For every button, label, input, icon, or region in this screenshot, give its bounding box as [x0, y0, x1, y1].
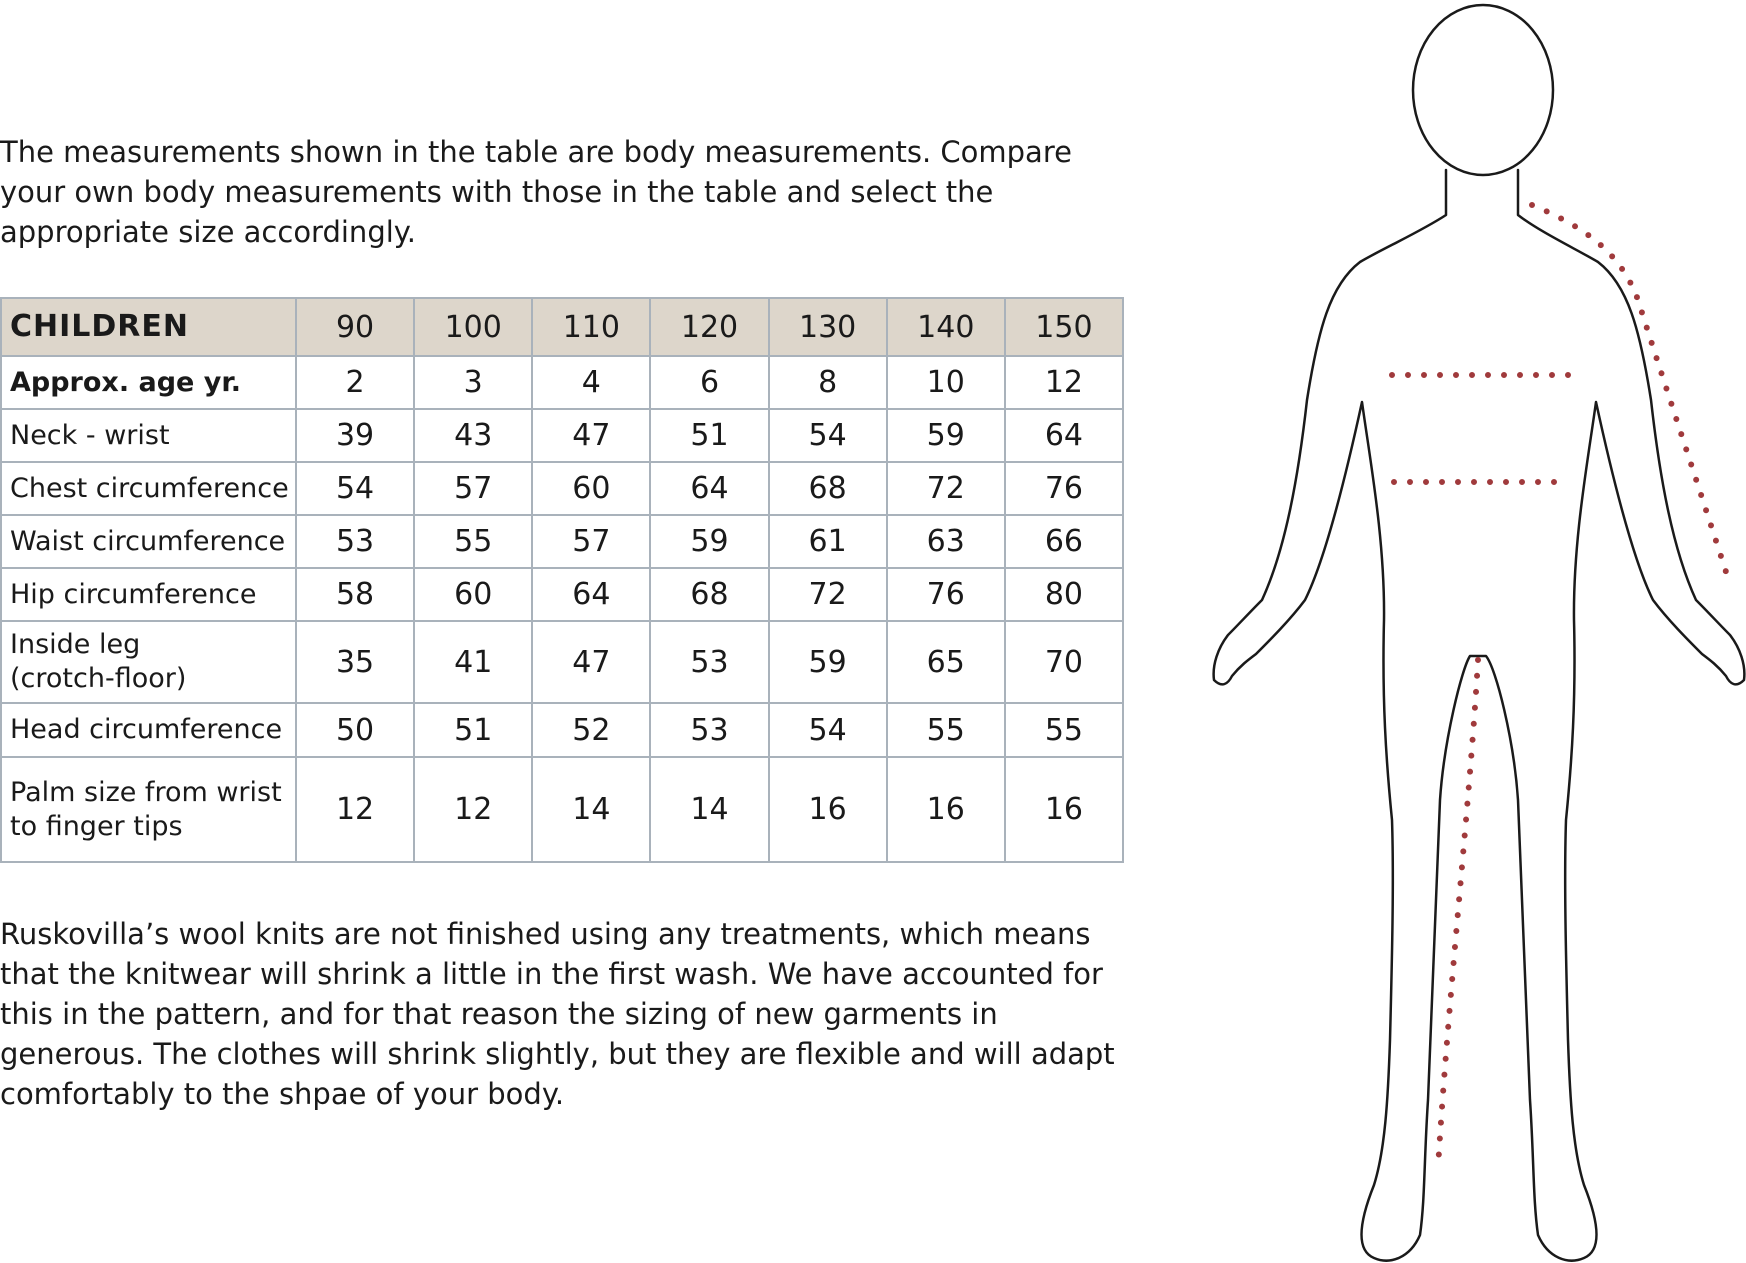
size-header: 140: [887, 298, 1005, 356]
body-figure-illustration: [1200, 0, 1746, 1263]
table-cell: 51: [650, 409, 768, 462]
table-cell: 51: [414, 703, 532, 757]
table-cell: 16: [887, 757, 1005, 862]
row-label: Approx. age yr.: [1, 356, 296, 409]
table-cell: 8: [769, 356, 887, 409]
table-row: [1, 621, 1123, 703]
table-row: [1, 462, 1123, 515]
table-cell: 53: [296, 515, 414, 568]
table-cell: 55: [887, 703, 1005, 757]
table-cell: 60: [414, 568, 532, 621]
inside-leg-measure-line: [1438, 660, 1478, 1168]
table-cell: 63: [887, 515, 1005, 568]
table-cell: 41: [414, 621, 532, 703]
table-cell: 54: [296, 462, 414, 515]
table-cell: 3: [414, 356, 532, 409]
row-label: Waist circumference: [1, 515, 296, 568]
header-label: CHILDREN: [1, 298, 296, 356]
figure-head: [1413, 5, 1553, 175]
table-cell: 72: [887, 462, 1005, 515]
row-label: Chest circumference: [1, 462, 296, 515]
row-label: Neck - wrist: [1, 409, 296, 462]
intro-paragraph: The measurements shown in the table are body measurements. Compare your own body measurements with those in the table and select the appropriate size accordingly.: [0, 135, 1072, 249]
table-cell: 39: [296, 409, 414, 462]
table-cell: 16: [1005, 757, 1123, 862]
table-cell: 66: [1005, 515, 1123, 568]
size-header: 150: [1005, 298, 1123, 356]
table-cell: 12: [414, 757, 532, 862]
table-row: [1, 757, 1123, 862]
table-cell: 12: [1005, 356, 1123, 409]
table-cell: 65: [887, 621, 1005, 703]
table-cell: 57: [414, 462, 532, 515]
row-label: Palm size from wrist to finger tips: [1, 757, 296, 862]
table-cell: 55: [1005, 703, 1123, 757]
table-cell: 4: [532, 356, 650, 409]
row-label: Head circumference: [1, 703, 296, 757]
table-row: [1, 409, 1123, 462]
shrinkage-note-paragraph: Ruskovilla’s wool knits are not finished using any treatments, which means that the knitwear will shrink a little in the first wash. We have accounted for this in the pattern, and for that reason the sizing of new garments in generous. The clothes will shrink slightly, but they are flexible and will adapt comfortably to the shpae of your body.: [0, 917, 1115, 1111]
row-label: Hip circumference: [1, 568, 296, 621]
table-cell: 14: [650, 757, 768, 862]
table-cell: 57: [532, 515, 650, 568]
figure-body-outline: [1214, 170, 1745, 1261]
table-cell: 64: [532, 568, 650, 621]
size-chart-table: [0, 297, 1124, 863]
table-cell: 6: [650, 356, 768, 409]
table-cell: 60: [532, 462, 650, 515]
table-cell: 61: [769, 515, 887, 568]
table-cell: 50: [296, 703, 414, 757]
row-label: Inside leg (crotch-floor): [1, 621, 296, 703]
table-row: [1, 703, 1123, 757]
table-row: [1, 568, 1123, 621]
table-cell: 55: [414, 515, 532, 568]
table-cell: 64: [650, 462, 768, 515]
table-cell: 72: [769, 568, 887, 621]
table-cell: 35: [296, 621, 414, 703]
table-cell: 53: [650, 703, 768, 757]
table-cell: 53: [650, 621, 768, 703]
size-header: 90: [296, 298, 414, 356]
table-cell: 43: [414, 409, 532, 462]
table-row: [1, 515, 1123, 568]
table-cell: 58: [296, 568, 414, 621]
table-cell: 59: [769, 621, 887, 703]
table-cell: 12: [296, 757, 414, 862]
table-cell: 52: [532, 703, 650, 757]
table-cell: 16: [769, 757, 887, 862]
neck-wrist-measure-line: [1532, 205, 1728, 578]
size-header: 110: [532, 298, 650, 356]
table-cell: 59: [887, 409, 1005, 462]
table-header-row: [1, 298, 1123, 356]
table-cell: 68: [650, 568, 768, 621]
table-cell: 68: [769, 462, 887, 515]
table-cell: 76: [1005, 462, 1123, 515]
table-cell: 14: [532, 757, 650, 862]
size-header: 130: [769, 298, 887, 356]
table-cell: 10: [887, 356, 1005, 409]
table-cell: 59: [650, 515, 768, 568]
table-cell: 54: [769, 703, 887, 757]
table-cell: 47: [532, 409, 650, 462]
table-cell: 64: [1005, 409, 1123, 462]
table-cell: 47: [532, 621, 650, 703]
table-row: [1, 356, 1123, 409]
table-cell: 76: [887, 568, 1005, 621]
size-header: 100: [414, 298, 532, 356]
size-header: 120: [650, 298, 768, 356]
table-cell: 2: [296, 356, 414, 409]
table-cell: 80: [1005, 568, 1123, 621]
table-cell: 54: [769, 409, 887, 462]
table-cell: 70: [1005, 621, 1123, 703]
